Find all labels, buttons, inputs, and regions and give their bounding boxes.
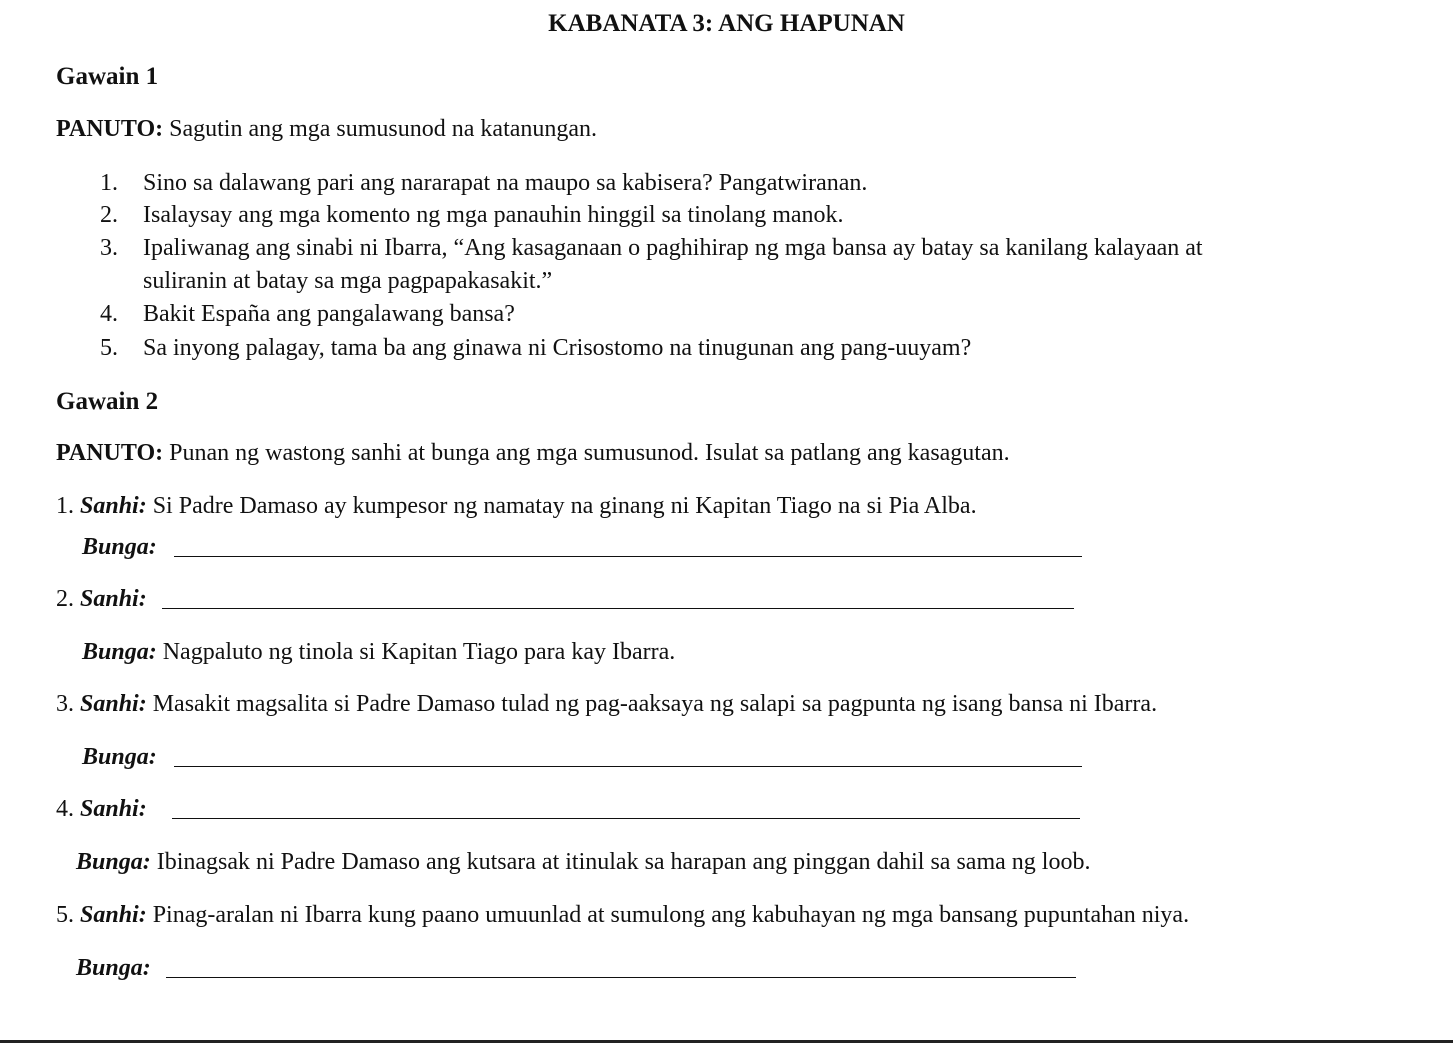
bunga-text: Ibinagsak ni Padre Damaso ang kutsara at itinulak sa harapan ang pinggan dahil sa sama ng loob. xyxy=(150,849,1091,875)
question-text: Ipaliwanag ang sinabi ni Ibarra, “Ang kasaganaan o paghihirap ng mga bansa ay batay sa kanilang kalayaan at xyxy=(143,235,1203,261)
gawain-1-heading: Gawain 1 xyxy=(56,63,159,90)
answer-blank[interactable] xyxy=(172,798,1080,819)
question-number: 3. xyxy=(100,235,118,261)
answer-blank[interactable] xyxy=(166,957,1076,978)
bunga-label: Bunga: xyxy=(82,639,157,665)
answer-blank[interactable] xyxy=(174,536,1082,557)
question-number: 1. xyxy=(100,170,118,196)
bunga-label: Bunga: xyxy=(82,744,157,770)
bunga-row xyxy=(76,956,151,980)
bunga-row xyxy=(82,535,157,559)
sanhi-row xyxy=(56,692,1157,716)
sanhi-label: Sanhi: xyxy=(80,796,147,822)
gawain-2-heading: Gawain 2 xyxy=(56,388,159,415)
sanhi-label: Sanhi: xyxy=(80,902,147,928)
sanhi-label: Sanhi: xyxy=(80,691,147,717)
question-text-continued: suliranin at batay sa mga pagpapakasakit.” xyxy=(143,268,553,294)
item-number: 4. xyxy=(56,796,80,822)
panuto-text: Punan ng wastong sanhi at bunga ang mga sumusunod. Isulat sa patlang ang kasagutan. xyxy=(163,440,1010,466)
question-number: 5. xyxy=(100,335,118,361)
sanhi-label: Sanhi: xyxy=(80,493,147,519)
bunga-label: Bunga: xyxy=(76,955,151,981)
sanhi-row xyxy=(56,903,1189,927)
question-text: Sino sa dalawang pari ang nararapat na maupo sa kabisera? Pangatwiranan. xyxy=(143,170,868,196)
item-number: 5. xyxy=(56,902,80,928)
bunga-text: Nagpaluto ng tinola si Kapitan Tiago para kay Ibarra. xyxy=(156,639,676,665)
panuto-text: Sagutin ang mga sumusunod na katanungan. xyxy=(163,116,598,142)
bunga-label: Bunga: xyxy=(82,534,157,560)
question-text: Bakit España ang pangalawang bansa? xyxy=(143,301,515,327)
answer-blank[interactable] xyxy=(174,746,1082,767)
panuto-label: PANUTO: xyxy=(56,116,164,142)
sanhi-row xyxy=(56,587,147,611)
question-text: Sa inyong palagay, tama ba ang ginawa ni Crisostomo na tinugunan ang pang-uuyam? xyxy=(143,335,972,361)
gawain-2-instructions xyxy=(56,441,1010,465)
item-number: 2. xyxy=(56,586,80,612)
question-number: 4. xyxy=(100,301,118,327)
page-title: KABANATA 3: ANG HAPUNAN xyxy=(548,10,905,37)
gawain-1-instructions xyxy=(56,117,597,141)
question-number: 2. xyxy=(100,202,118,228)
sanhi-row xyxy=(56,797,147,821)
bunga-row xyxy=(76,850,1090,874)
question-text: Isalaysay ang mga komento ng mga panauhin hinggil sa tinolang manok. xyxy=(143,202,844,228)
bunga-row xyxy=(82,745,157,769)
answer-blank[interactable] xyxy=(162,588,1074,609)
item-number: 3. xyxy=(56,691,80,717)
bunga-label: Bunga: xyxy=(76,849,151,875)
sanhi-label: Sanhi: xyxy=(80,586,147,612)
sanhi-row xyxy=(56,494,977,518)
sanhi-text: Pinag-aralan ni Ibarra kung paano umuunlad at sumulong ang kabuhayan ng mga bansang pupuntahan niya. xyxy=(146,902,1190,928)
sanhi-text: Si Padre Damaso ay kumpesor ng namatay na ginang ni Kapitan Tiago na si Pia Alba. xyxy=(146,493,977,519)
panuto-label: PANUTO: xyxy=(56,440,164,466)
bunga-row xyxy=(82,640,675,664)
sanhi-text: Masakit magsalita si Padre Damaso tulad ng pag-aaksaya ng salapi sa pagpunta ng isang bansa ni Ibarra. xyxy=(146,691,1158,717)
item-number: 1. xyxy=(56,493,80,519)
